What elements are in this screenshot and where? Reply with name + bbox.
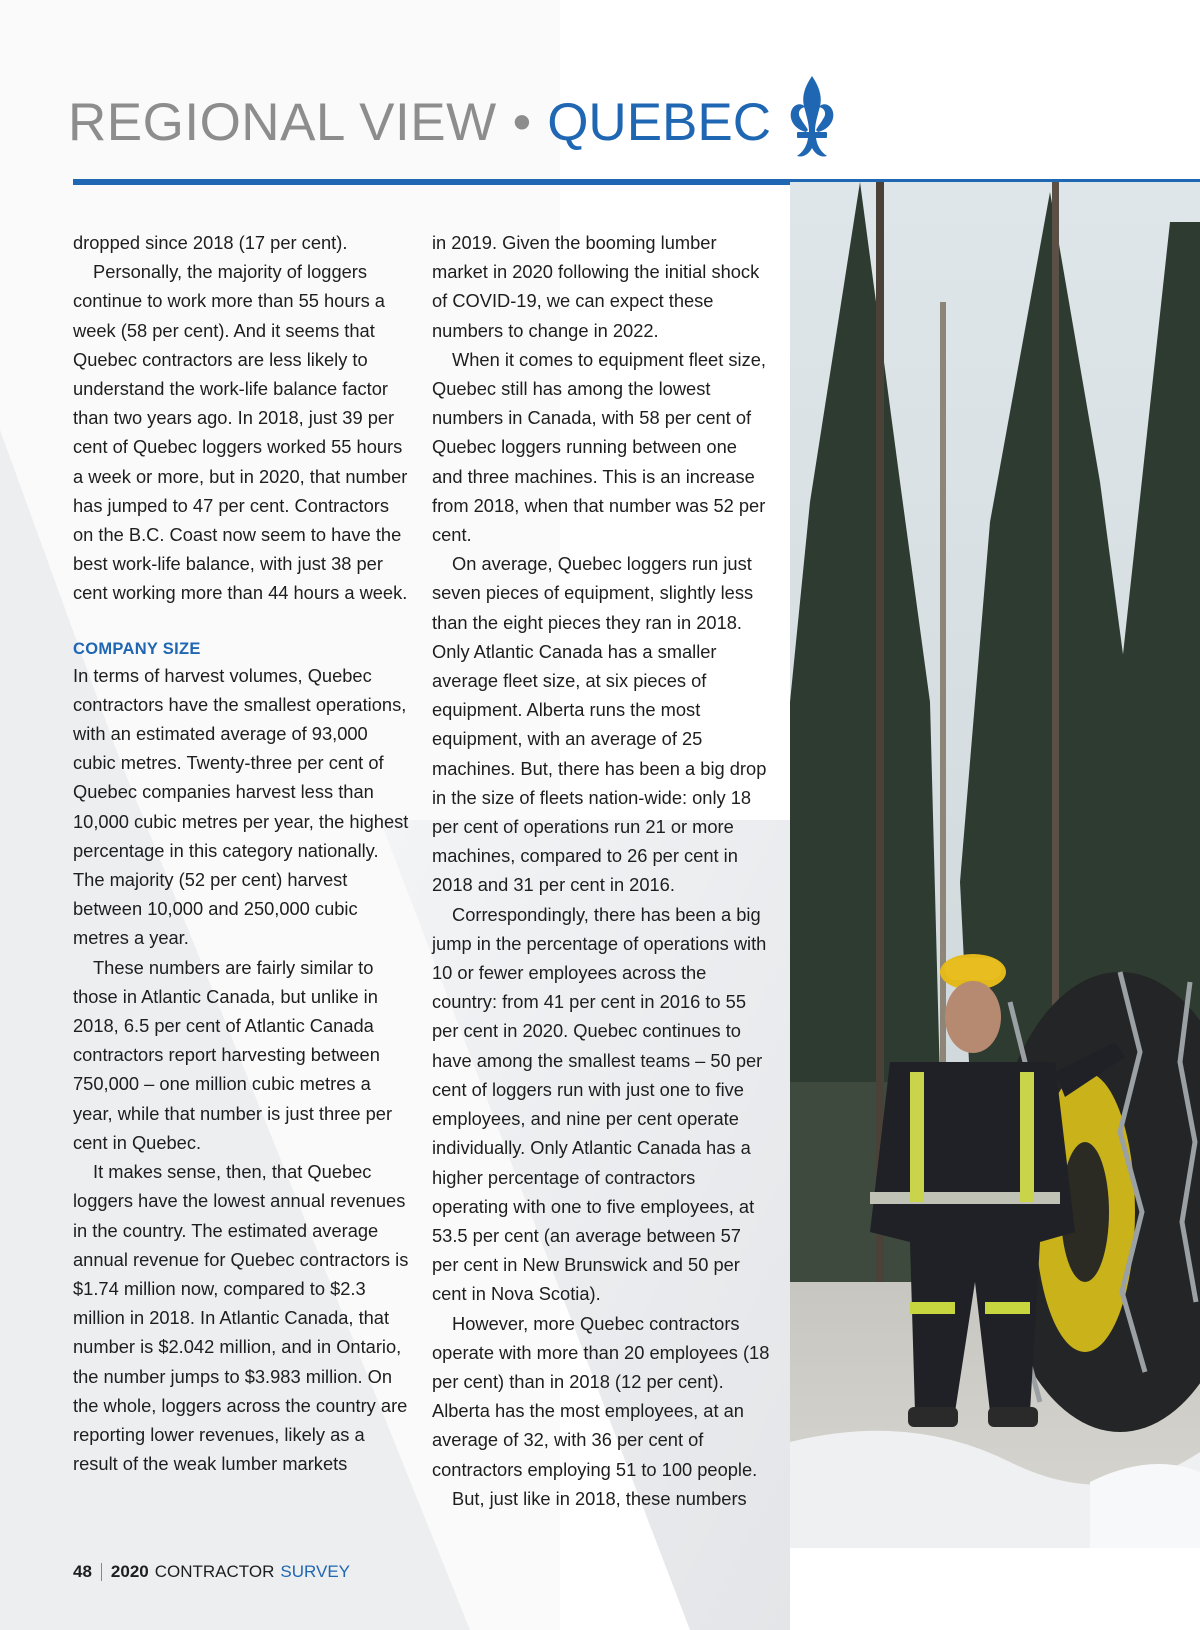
- footer-title: CONTRACTOR: [154, 1562, 275, 1581]
- title-separator: •: [512, 92, 532, 152]
- paragraph: It makes sense, then, that Quebec loggers have the lowest annual revenues in the country. The estimated average annual revenue for Quebec contractors is $1.74 million now, compared to $2.3 million in 2018. In Atlantic Canada, that number is $2.042 million, and in Ontario, the number jumps to $3.983 million. On the whole, loggers across the country are reporting lower revenues, likely as a result of the weak lumber markets: [73, 1161, 409, 1475]
- region-title: QUEBEC: [547, 92, 772, 152]
- paragraph: These numbers are fairly similar to those in Atlantic Canada, but unlike in 2018, 6.5 per cent of Atlantic Canada contractors report harvesting between 750,000 – one million cubic metres a year, while that number is just three per cent in Quebec.: [73, 956, 393, 1153]
- footer-year: 2020: [110, 1562, 149, 1581]
- photo-logger-with-tire: [790, 182, 1200, 1548]
- fleur-de-lis-icon: [779, 74, 845, 166]
- paragraph: in 2019. Given the booming lumber market in 2020 following the initial shock of COVID-19, we can expect these numbers to change in 2022.: [432, 232, 760, 341]
- paragraph: On average, Quebec loggers run just seven pieces of equipment, slightly less than the eight pieces they ran in 2018. Only Atlantic Canada has a smaller average fleet size, at six pieces of equipment. Alberta runs the most equipment, with an average of 25 machines. But, there has been a big drop in the size of fleets nation-wide: only 18 per cent of operations run 21 or more machines, compared to 26 per cent in 2018 and 31 per cent in 2016.: [432, 553, 767, 896]
- paragraph: Personally, the majority of loggers continue to work more than 55 hours a week (58 per cent). And it seems that Quebec contractors are less likely to understand the work-life balance factor than two years ago. In 2018, just 39 per cent of Quebec loggers worked 55 hours a week or more, but in 2020, that number has jumped to 47 per cent. Contractors on the B.C. Coast now seem to have the best work-life balance, with just 38 per cent working more than 44 hours a week.: [73, 261, 408, 604]
- paragraph: Correspondingly, there has been a big jump in the percentage of operations with 10 or fewer employees across the country: from 41 per cent in 2016 to 55 per cent in 2020. Quebec continues to have among the smallest teams – 50 per cent of loggers run with just one to five employees, and nine per cent operate individually. Only Atlantic Canada has a higher percentage of contractors operating with one to five employees, at 53.5 per cent (an average between 57 per cent in New Brunswick and 50 per cent in Nova Scotia).: [432, 903, 767, 1305]
- paragraph: But, just like in 2018, these numbers: [452, 1487, 747, 1509]
- paragraph: In terms of harvest volumes, Quebec contractors have the smallest operations, with an estimated average of 93,000 cubic metres. Twenty-three per cent of Quebec companies harvest less than 10,000 cubic metres per year, the highest percentage in this category nationally. The majority (52 per cent) harvest between 10,000 and 250,000 cubic metres a year.: [73, 664, 409, 949]
- paragraph: However, more Quebec contractors operate with more than 20 employees (18 per cent) than in 2018 (12 per cent). Alberta has the most employees, at an average of 32, with 36 per cent of contractors employing 51 to 100 people.: [432, 1312, 770, 1480]
- article-column-left: [73, 228, 409, 1478]
- page-header: [68, 82, 845, 162]
- footer-title-accent: SURVEY: [280, 1562, 350, 1581]
- paragraph: When it comes to equipment fleet size, Quebec still has among the lowest numbers in Canada, with 58 per cent of Quebec loggers running between one and three machines. This is an increase from 2018, when that number was 52 per cent.: [432, 348, 766, 546]
- article-column-right: [432, 228, 772, 1513]
- page-number: 48: [73, 1562, 92, 1581]
- footer-divider: [101, 1563, 102, 1581]
- paragraph: dropped since 2018 (17 per cent).: [73, 232, 348, 253]
- page-footer: [73, 1562, 350, 1582]
- subheading-company-size: COMPANY SIZE: [73, 639, 201, 658]
- section-title: REGIONAL VIEW: [68, 92, 497, 152]
